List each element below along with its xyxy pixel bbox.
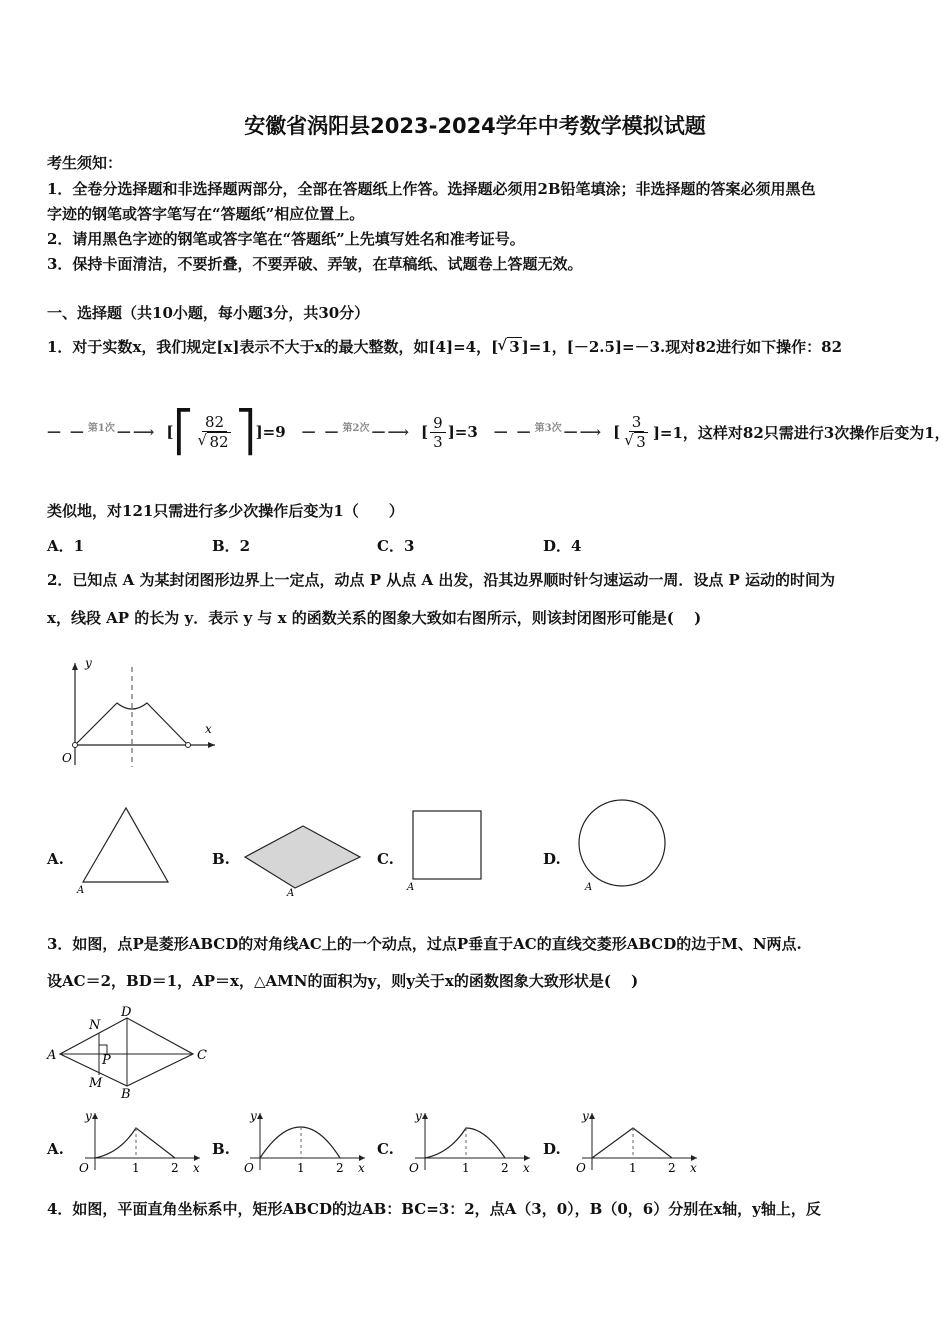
page-title: 安徽省涡阳县2023-2024学年中考数学模拟试题	[244, 114, 706, 138]
q2-function-graph	[55, 655, 225, 775]
y-axis-label: y	[85, 656, 92, 670]
q4-line1: 4．如图，平面直角坐标系中，矩形ABCD的边AB：BC=3：2，点A（3，0），B（0，6）分别在x轴，y轴上，反	[47, 1200, 821, 1218]
option-b[interactable]: B．2	[212, 537, 251, 555]
notice-item: 2．请用黑色字迹的钢笔或答字笔在“答题纸”上先填写姓名和准考证号。	[47, 230, 525, 248]
rhombus-shape	[240, 822, 365, 897]
svg-text:D: D	[121, 1005, 132, 1020]
svg-text:1: 1	[462, 1161, 470, 1175]
q1-line1: 1．对于实数x，我们规定[x]表示不大于x的最大整数，如[4]=4，[√ 3 ]=1，[－2.5]=－3.现对82进行如下操作：82	[47, 336, 842, 357]
option-a[interactable]: A.	[47, 850, 64, 868]
notice-heading: 考生须知：	[47, 154, 123, 172]
q3-line1: 3．如图，点P是菱形ABCD的对角线AC上的一个动点，过点P垂直于AC的直线交菱形ABCD的边于M、N两点.	[47, 935, 802, 953]
svg-text:y: y	[250, 1109, 257, 1123]
graph-option-a	[75, 1108, 210, 1178]
q2-line1: 2．已知点 A 为某封闭图形边界上一定点，动点 P 从点 A 出发，沿其边界顺时针匀速运动一周．设点 P 运动的时间为	[47, 571, 836, 589]
svg-text:2: 2	[668, 1161, 676, 1175]
q3-line2: 设AC＝2，BD＝1，AP＝x，△AMN的面积为y，则y关于x的函数图象大致形状是( )	[47, 972, 639, 990]
x-axis-label: x	[205, 722, 212, 736]
section-heading: 一、选择题（共10小题，每小题3分，共30分）	[47, 304, 370, 322]
svg-text:O: O	[79, 1161, 89, 1175]
svg-text:P: P	[102, 1053, 111, 1068]
option-b[interactable]: B.	[212, 1140, 230, 1158]
svg-text:1: 1	[297, 1161, 305, 1175]
svg-text:y: y	[85, 1109, 92, 1123]
circle-shape	[575, 798, 670, 893]
triangle-shape	[75, 805, 175, 895]
option-b[interactable]: B.	[212, 850, 230, 868]
q1-operation-chain: — — 第1次 — ⟶ [ ⎡ 82 √ 82 ⎤ ]=9 — — 第2次 — ⟶ [ $\frac{9}{3}$ ]=3 — — 第3次 — ⟶ [ 3 √ 3 ]=1，这样对82只需进行3次操作后变为1，	[47, 412, 950, 452]
svg-text:B: B	[121, 1087, 131, 1102]
svg-text:1: 1	[132, 1161, 140, 1175]
svg-text:x: x	[358, 1161, 365, 1175]
q1-line3: 类似地，对121只需进行多少次操作后变为1（ ）	[47, 502, 404, 520]
graph-option-d	[572, 1108, 707, 1178]
graph-option-c	[405, 1108, 540, 1178]
option-d[interactable]: D．4	[543, 537, 582, 555]
svg-text:A: A	[287, 888, 295, 899]
step-arrow: — — 第2次 — ⟶	[301, 422, 410, 441]
svg-text:O: O	[409, 1161, 419, 1175]
notice-item: 3．保持卡面清洁，不要折叠，不要弄破、弄皱，在草稿纸、试题卷上答题无效。	[47, 255, 583, 273]
svg-text:O: O	[244, 1161, 254, 1175]
option-c[interactable]: C.	[377, 1140, 394, 1158]
option-c[interactable]: C．3	[377, 537, 415, 555]
svg-text:A: A	[47, 1048, 57, 1063]
option-a[interactable]: A.	[47, 1140, 64, 1158]
svg-text:x: x	[523, 1161, 530, 1175]
svg-text:x: x	[193, 1161, 200, 1175]
fraction: 3 √ 3	[622, 413, 651, 451]
svg-text:2: 2	[501, 1161, 509, 1175]
step-arrow: — — 第3次 — ⟶	[493, 422, 602, 441]
option-a[interactable]: A．1	[47, 537, 85, 555]
svg-text:O: O	[576, 1161, 586, 1175]
svg-text:C: C	[197, 1048, 207, 1063]
fraction: 82 √ 82	[195, 413, 233, 451]
svg-text:M: M	[89, 1076, 103, 1091]
svg-text:y: y	[415, 1109, 422, 1123]
q2-line2: x，线段 AP 的长为 y．表示 y 与 x 的函数关系的图象大致如右图所示，则该封闭图形可能是( )	[47, 609, 702, 627]
notice-item: 字迹的钢笔或答字笔写在“答题纸”相应位置上。	[47, 205, 365, 223]
svg-text:A: A	[77, 885, 85, 896]
option-c[interactable]: C.	[377, 850, 394, 868]
step-arrow: — — 第1次 — ⟶	[47, 422, 155, 441]
option-d[interactable]: D.	[543, 1140, 561, 1158]
square-shape	[405, 808, 485, 893]
option-d[interactable]: D.	[543, 850, 561, 868]
svg-text:A: A	[585, 882, 593, 893]
svg-text:2: 2	[336, 1161, 344, 1175]
svg-text:A: A	[407, 882, 415, 893]
origin-label: O	[62, 751, 72, 765]
svg-text:1: 1	[629, 1161, 637, 1175]
notice-item: 1．全卷分选择题和非选择题两部分，全部在答题纸上作答。选择题必须用2B铅笔填涂；非选择题的答案必须用黑色	[47, 180, 816, 198]
rhombus-diagram	[45, 1000, 220, 1105]
svg-text:N: N	[89, 1018, 101, 1033]
fraction: $\frac{9}{3}$	[430, 414, 446, 451]
svg-text:x: x	[690, 1161, 697, 1175]
sqrt-expression: √ 3	[507, 337, 521, 356]
graph-option-b	[240, 1108, 375, 1178]
svg-text:y: y	[582, 1109, 589, 1123]
svg-text:2: 2	[171, 1161, 179, 1175]
